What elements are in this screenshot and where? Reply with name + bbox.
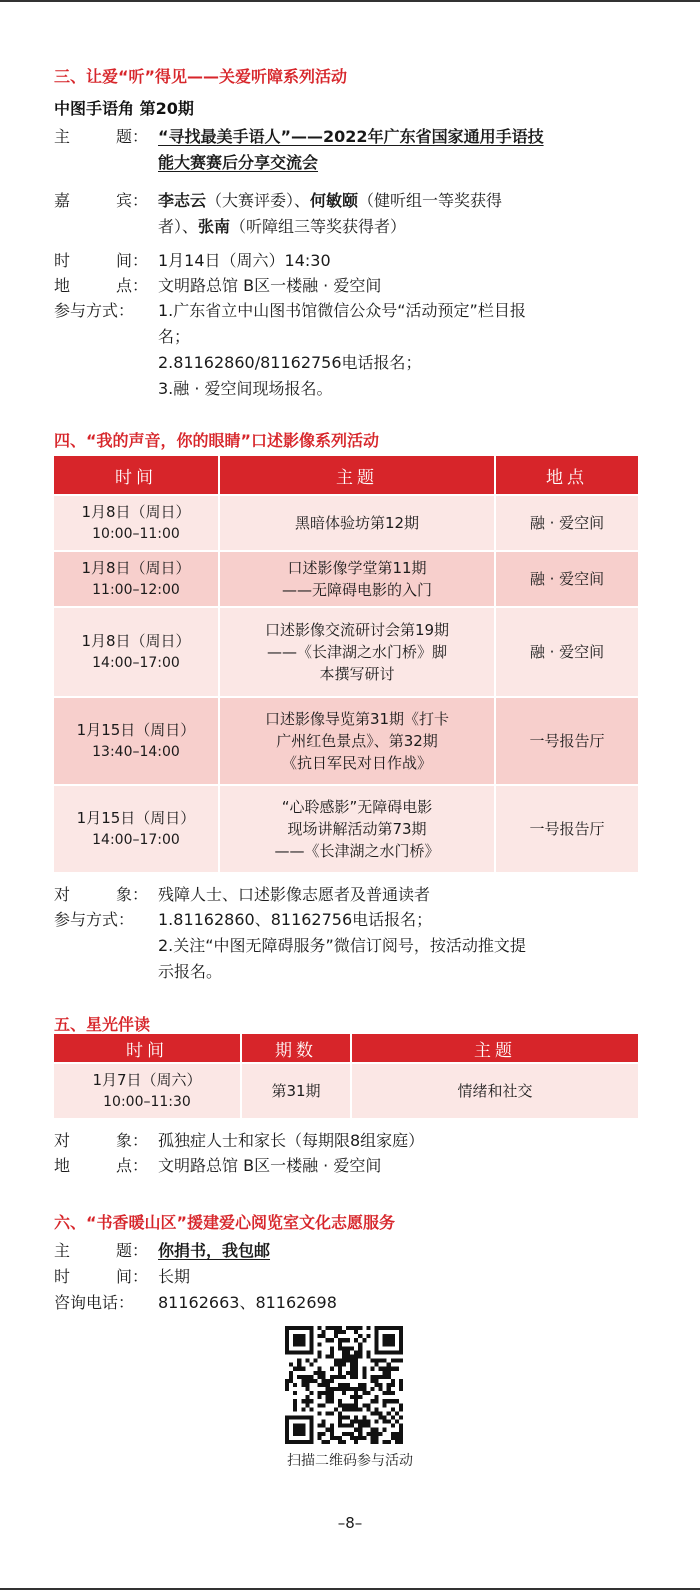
s5-header-issue: 期数 [242, 1034, 352, 1062]
s3-time-label-b: 间： [116, 251, 149, 270]
s4-target-label-a: 对 [54, 885, 71, 904]
section-6-title: 六、“书香暖山区”援建爱心阅览室文化志愿服务 [54, 1213, 396, 1232]
row-topic: 口述影像交流研讨会第19期 [264, 621, 450, 639]
guest2-role: （健听组一等奖获得 [358, 191, 503, 210]
row-time: 14:00–17:00 [92, 655, 180, 671]
row-date: 1月8日（周日） [81, 559, 191, 577]
s3-place-value: 文明路总馆 B区一楼融 · 爱空间 [158, 276, 382, 295]
s3-time-value: 1月14日（周六）14:30 [158, 251, 331, 270]
section-3-subtitle: 中图手语角 第20期 [54, 99, 194, 118]
s4-target-value: 残障人士、口述影像志愿者及普通读者 [158, 885, 431, 904]
s4-table [54, 456, 638, 872]
guest1-role: （大赛评委）、 [206, 191, 311, 210]
s4-join2-line1: 2.关注“中图无障碍服务”微信订阅号，按活动推文提 [158, 936, 526, 955]
row-topic: 本撰写研讨 [319, 665, 395, 683]
row-topic: ——无障碍电影的入门 [281, 581, 432, 599]
row-date: 1月7日（周六） [92, 1071, 202, 1089]
s5-table [54, 1034, 638, 1118]
guest2-name: 何敏颐 [310, 191, 359, 210]
row-topic: ——《长津湖之水门桥》脚 [266, 643, 447, 661]
s4-join1: 1.81162860、81162756电话报名； [158, 910, 433, 929]
row-date: 1月8日（周日） [81, 503, 191, 521]
s3-guest-label-b: 宾： [116, 191, 149, 210]
s5-target-label-b: 象： [116, 1131, 149, 1150]
row-place: 融 · 爱空间 [496, 494, 638, 550]
s3-theme-label-a: 主 [54, 127, 71, 146]
table-row [54, 606, 638, 696]
section-4-title: 四、“我的声音，你的眼睛”口述影像系列活动 [54, 431, 380, 450]
row-topic: “心聆感影”无障碍电影 [281, 798, 433, 816]
row-topic: 口述影像导览第31期《打卡 [264, 710, 450, 728]
s4-join2-line2: 示报名。 [158, 962, 223, 981]
s4-join-label: 参与方式： [54, 910, 135, 929]
row-topic: 《抗日军民对日作战》 [281, 754, 432, 772]
s4-header-time: 时间 [54, 456, 220, 494]
guest2-role2: 者）、 [158, 217, 199, 236]
s6-theme-label-b: 题： [116, 1241, 149, 1260]
table-row [54, 494, 638, 550]
s3-theme-line2: 能大赛赛后分享交流会 [158, 153, 319, 172]
table-row [54, 784, 638, 872]
s6-time-value: 长期 [158, 1267, 191, 1286]
row-date: 1月8日（周日） [81, 632, 191, 650]
s3-guest-label-a: 嘉 [54, 191, 71, 210]
row-date: 1月15日（周日） [76, 809, 196, 827]
table-row [54, 1062, 638, 1118]
s6-phone-label: 咨询电话： [54, 1293, 135, 1312]
s3-join2: 2.81162860/81162756电话报名； [158, 353, 422, 372]
s3-time-label-a: 时 [54, 251, 71, 270]
top-border [0, 0, 700, 2]
s5-header-time: 时间 [54, 1034, 242, 1062]
row-topic: ——《长津湖之水门桥》 [274, 842, 440, 860]
qr-caption: 扫描二维码参与活动 [287, 1453, 413, 1469]
s5-place-label-b: 点： [116, 1156, 149, 1175]
s4-header-place: 地点 [496, 456, 638, 494]
s5-target-label-a: 对 [54, 1131, 71, 1150]
s4-target-label-b: 象： [116, 885, 149, 904]
row-place: 融 · 爱空间 [496, 606, 638, 696]
qr-code-icon[interactable] [285, 1326, 403, 1444]
s3-theme-line1: “寻找最美手语人”——2022年广东省国家通用手语技 [158, 127, 544, 146]
table-row [54, 696, 638, 784]
s5-header-topic: 主题 [352, 1034, 638, 1062]
row-issue: 第31期 [242, 1062, 352, 1118]
s3-join3: 3.融 · 爱空间现场报名。 [158, 379, 333, 398]
row-place: 一号报告厅 [496, 784, 638, 872]
s6-time-label-b: 间： [116, 1267, 149, 1286]
row-date: 1月15日（周日） [76, 721, 196, 739]
row-time: 11:00–12:00 [92, 582, 180, 598]
row-time: 10:00–11:30 [103, 1094, 191, 1110]
s4-header-topic: 主题 [220, 456, 496, 494]
guest3-name: 张南 [198, 217, 231, 236]
s5-place-value: 文明路总馆 B区一楼融 · 爱空间 [158, 1156, 382, 1175]
s3-place-label-a: 地 [54, 276, 71, 295]
row-topic: 口述影像学堂第11期 [287, 559, 427, 577]
row-time: 10:00–11:00 [92, 526, 180, 542]
row-topic: 现场讲解活动第73期 [287, 820, 427, 838]
s5-place-label-a: 地 [54, 1156, 71, 1175]
s3-join1-line1: 1.广东省立中山图书馆微信公众号“活动预定”栏目报 [158, 301, 526, 320]
row-topic: 广州红色景点》、第32期 [276, 732, 438, 750]
s5-target-value: 孤独症人士和家长（每期限8组家庭） [158, 1131, 425, 1150]
s6-theme-value: 你捐书，我包邮 [158, 1241, 271, 1260]
s6-phone-value: 81162663、81162698 [158, 1293, 337, 1312]
guest3-role: （听障组三等奖获得者） [230, 217, 407, 236]
table-row [54, 550, 638, 606]
row-time: 14:00–17:00 [92, 832, 180, 848]
row-topic: 黑暗体验坊第12期 [294, 514, 420, 532]
section-3-title: 三、让爱“听”得见——关爱听障系列活动 [54, 67, 348, 86]
row-place: 一号报告厅 [496, 696, 638, 784]
s6-theme-label-a: 主 [54, 1241, 71, 1260]
s6-time-label-a: 时 [54, 1267, 71, 1286]
s3-join-label: 参与方式： [54, 301, 135, 320]
row-time: 13:40–14:00 [92, 744, 180, 760]
section-5-title: 五、星光伴读 [54, 1015, 151, 1034]
row-place: 融 · 爱空间 [496, 550, 638, 606]
guest1-name: 李志云 [158, 191, 207, 210]
s3-join1-line2: 名； [158, 327, 191, 346]
s3-place-label-b: 点： [116, 276, 149, 295]
s3-theme-label-b: 题： [116, 127, 149, 146]
row-topic: 情绪和社交 [352, 1062, 638, 1118]
page-number: –8– [337, 1514, 363, 1532]
